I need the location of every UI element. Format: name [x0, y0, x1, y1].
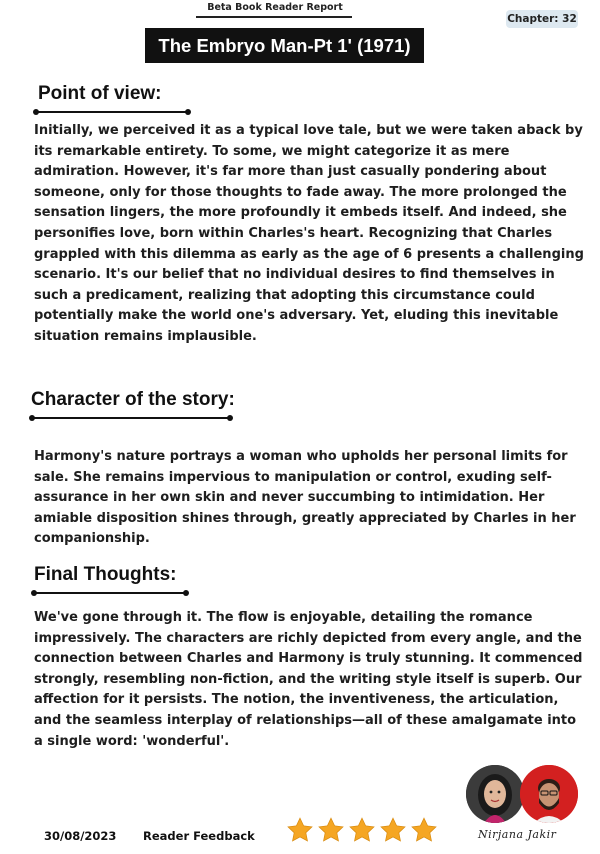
star-icon [317, 816, 345, 844]
paragraph-character: Harmony's nature portrays a woman who upholds her personal limits for sale. She remains impervious to manipulation or control, exuding self-assurance in her own skin and never succumbing to intimidation. Her amiable disposition shines through, greatly appreciated by Charles in her companionship. [34, 449, 576, 547]
heading-final-thoughts: Final Thoughts: [34, 564, 177, 585]
avatar-reviewer-2 [520, 765, 578, 823]
star-icon [410, 816, 438, 844]
paragraph-final-thoughts: We've gone through it. The flow is enjoyable, detailing the romance impressively. The characters are richly depicted from every angle, and the connection between Charles and Harmony is truly stunning. It commenced strongly, resembling non-fiction, and the writing style itself is superb. Our affection for it persists. The notion, the inventiveness, the articulation, and the seamless interplay of relationships—all of these amalgamate into a single word: 'wonderful'. [34, 610, 583, 749]
reader-feedback-label: Reader Feedback [143, 829, 255, 843]
avatar-reviewer-1 [466, 765, 524, 823]
heading-character: Character of the story: [31, 389, 235, 410]
reviewer-signature: Nirjana Jakir [478, 828, 557, 841]
rating-stars [286, 816, 438, 848]
paragraph-point-of-view: Initially, we perceived it as a typical love tale, but we were taken aback by its remarkable entirety. To some, we might categorize it as mere admiration. However, it's far more than just casually pondering about someone, only for those thoughts to fade away. The more prolonged the sensation lingers, the more profoundly it embeds itself. And indeed, she personifies love, born within Charles's heart. Recognizing that Charles grappled with this dilemma as early as the age of 6 presents a challenging scenario. It's our belief that no individual desires to find themselves in such a predicament, realizing that adopting this circumstance could potentially make the world one's adversary. Yet, eluding this inevitable situation remains implausible. [34, 123, 584, 344]
subtitle-underline [196, 16, 352, 18]
report-subtitle: Beta Book Reader Report [207, 2, 343, 13]
chapter-badge: Chapter: 32 [506, 10, 578, 28]
heading-rule-character [32, 417, 230, 419]
heading-rule-final-thoughts [34, 592, 186, 594]
report-date: 30/08/2023 [44, 829, 117, 843]
star-icon [348, 816, 376, 844]
book-title: The Embryo Man-Pt 1' (1971) [145, 28, 424, 63]
star-icon [379, 816, 407, 844]
heading-rule-point-of-view [36, 111, 188, 113]
star-icon [286, 816, 314, 844]
heading-point-of-view: Point of view: [38, 83, 162, 104]
